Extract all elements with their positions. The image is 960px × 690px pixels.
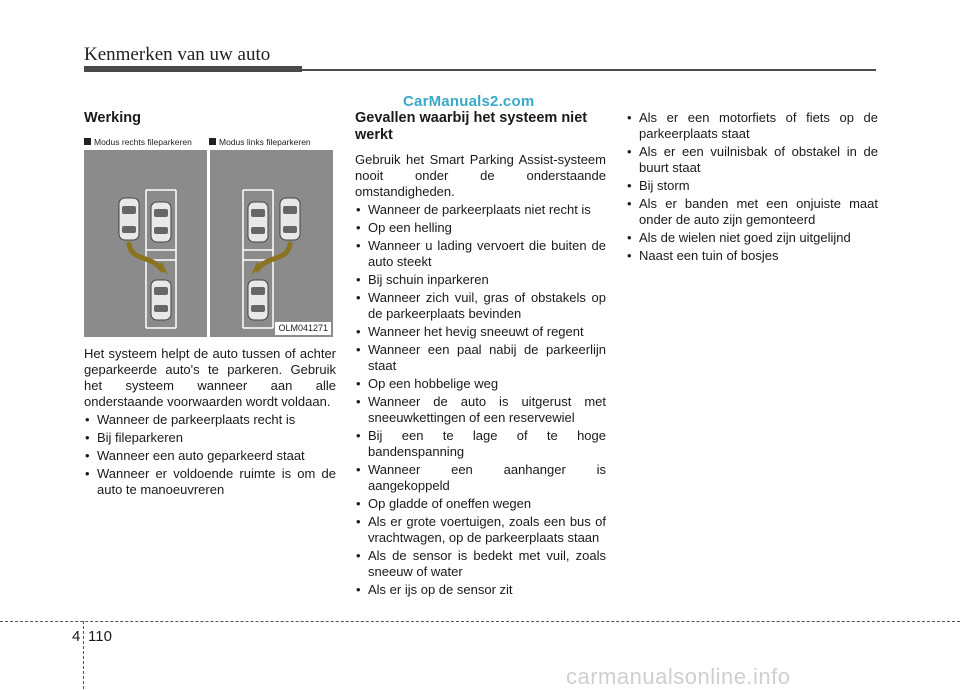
section-heading-werking: Werking	[84, 110, 141, 126]
moving-car-icon	[280, 198, 300, 240]
list-item: • Wanneer u lading vervoert die buiten de auto steekt	[355, 238, 606, 270]
list-item: • Wanneer de auto is uitgerust met sneeuwkettingen of een reservewiel	[355, 394, 606, 426]
list-item: • Bij schuin inparkeren	[355, 272, 606, 288]
page-number: 110	[88, 628, 112, 645]
right-column	[626, 110, 878, 266]
moving-car-icon	[119, 198, 139, 240]
footer-rule	[0, 621, 960, 622]
parked-car-icon	[151, 280, 171, 320]
header-bar	[84, 66, 302, 72]
panel-left-parking	[210, 150, 333, 337]
panel-right-parking	[84, 150, 207, 337]
parked-car-icon	[248, 202, 268, 242]
list-item: • Bij een te lage of te hoge bandenspanning	[355, 428, 606, 460]
square-bullet-icon	[209, 138, 216, 145]
list-item: • Bij fileparkeren	[84, 430, 336, 446]
warning-paragraph: Gebruik het Smart Parking Assist-systeem nooit onder de onderstaande omstandigheden.	[355, 152, 606, 199]
list-item: • Wanneer de parkeerplaats niet recht is	[355, 202, 606, 218]
list-item: • Naast een tuin of bosjes	[626, 248, 878, 264]
left-column	[84, 110, 336, 500]
header-rule	[302, 69, 876, 71]
parked-car-icon	[248, 280, 268, 320]
list-item: • Wanneer de parkeerplaats recht is	[84, 412, 336, 428]
list-item: • Als er een motorfiets of fiets op de parkeerplaats staat	[626, 110, 878, 142]
parking-figure	[84, 137, 334, 337]
list-item: • Als er een vuilnisbak of obstakel in de buurt staat	[626, 144, 878, 176]
left-parking-illustration	[210, 150, 333, 337]
right-parking-illustration	[84, 150, 207, 337]
list-item: • Wanneer een aanhanger is aangekoppeld	[355, 462, 606, 494]
caption-left-mode: Modus links fileparkeren	[209, 137, 311, 148]
list-item: • Als er grote voertuigen, zoals een bus of vrachtwagen, op de parkeerplaats staan	[355, 514, 606, 546]
footer-divider	[83, 621, 84, 689]
list-item: • Bij storm	[626, 178, 878, 194]
watermark-top: CarManuals2.com	[403, 93, 535, 110]
caption-right-mode: Modus rechts fileparkeren	[84, 137, 192, 148]
figure-code: OLM041271	[275, 322, 331, 335]
middle-column	[355, 110, 606, 600]
list-item: • Wanneer het hevig sneeuwt of regent	[355, 324, 606, 340]
list-item: • Op een helling	[355, 220, 606, 236]
list-item: • Wanneer zich vuil, gras of obstakels op de parkeerplaats bevinden	[355, 290, 606, 322]
list-item: • Wanneer een auto geparkeerd staat	[84, 448, 336, 464]
page-header-title: Kenmerken van uw auto	[84, 44, 271, 65]
section-heading-not-working: Gevallen waarbij het systeem niet werkt	[355, 110, 588, 143]
list-item: • Als de wielen niet goed zijn uitgelijnd	[626, 230, 878, 246]
watermark-bottom: carmanualsonline.info	[566, 664, 791, 689]
intro-paragraph: Het systeem helpt de auto tussen of achter geparkeerde auto's te parkeren. Gebruik het systeem wanneer aan alle onderstaande voorwaarden wordt voldaan.	[84, 346, 336, 409]
list-item: • Wanneer een paal nabij de parkeerlijn staat	[355, 342, 606, 374]
list-item: • Op een hobbelige weg	[355, 376, 606, 392]
exceptions-list-continued	[626, 110, 878, 264]
list-item: • Als er ijs op de sensor zit	[355, 582, 606, 598]
list-item: • Als er banden met een onjuiste maat onder de auto zijn gemonteerd	[626, 196, 878, 228]
list-item: • Wanneer er voldoende ruimte is om de auto te manoeuvreren	[84, 466, 336, 498]
parked-car-icon	[151, 202, 171, 242]
square-bullet-icon	[84, 138, 91, 145]
exceptions-list	[355, 202, 606, 598]
chapter-number: 4	[72, 628, 81, 645]
list-item: • Op gladde of oneffen wegen	[355, 496, 606, 512]
conditions-list	[84, 412, 336, 498]
list-item: • Als de sensor is bedekt met vuil, zoals sneeuw of water	[355, 548, 606, 580]
